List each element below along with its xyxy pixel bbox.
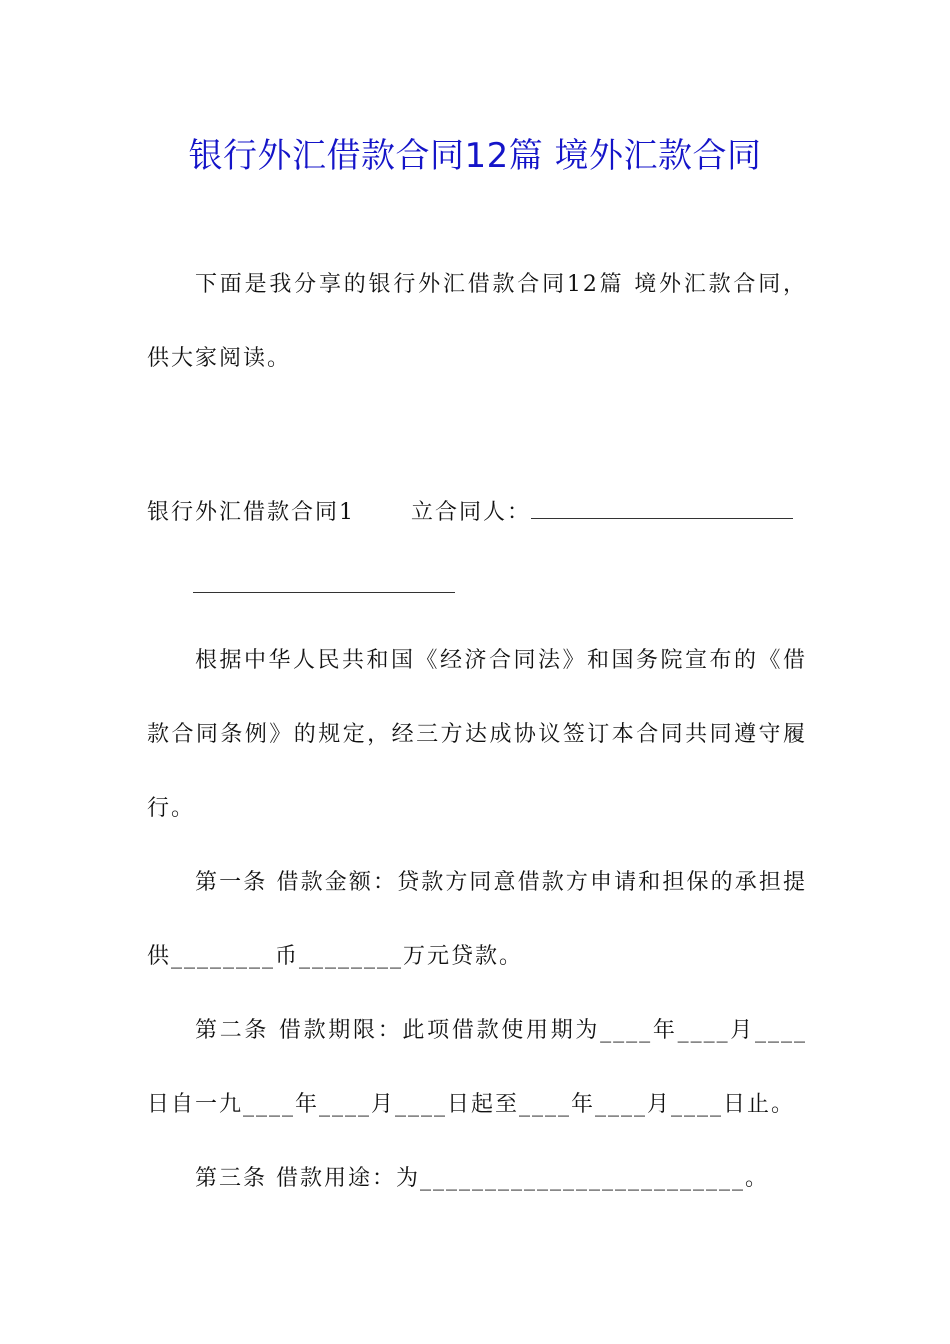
article-3-paragraph: 第三条 借款用途：为_________________________。 [195, 1166, 769, 1191]
document-title: 银行外汇借款合同12篇 境外汇款合同 [188, 136, 762, 176]
party-blank-line [193, 570, 853, 602]
basis-paragraph: 根据中华人民共和国《经济合同法》和国务院宣布的《借款合同条例》的规定，经三方达成协议签订本合同共同遵守履行。 [147, 648, 807, 821]
party-blank-1 [531, 496, 793, 519]
section-heading: 银行外汇借款合同1 [147, 500, 355, 525]
article-1-paragraph: 第一条 借款金额：贷款方同意借款方申请和担保的承担提供________币________万元贷款。 [147, 870, 807, 969]
party-label: 立合同人： [411, 500, 532, 525]
section-heading-line [147, 496, 807, 528]
intro-paragraph: 下面是我分享的银行外汇借款合同12篇 境外汇款合同，供大家阅读。 [147, 272, 807, 371]
article-2-paragraph: 第二条 借款期限：此项借款使用期为____年____月____日自一九____年____月____日起至____年____月____日止。 [147, 1018, 807, 1117]
party-blank-2 [193, 570, 455, 593]
